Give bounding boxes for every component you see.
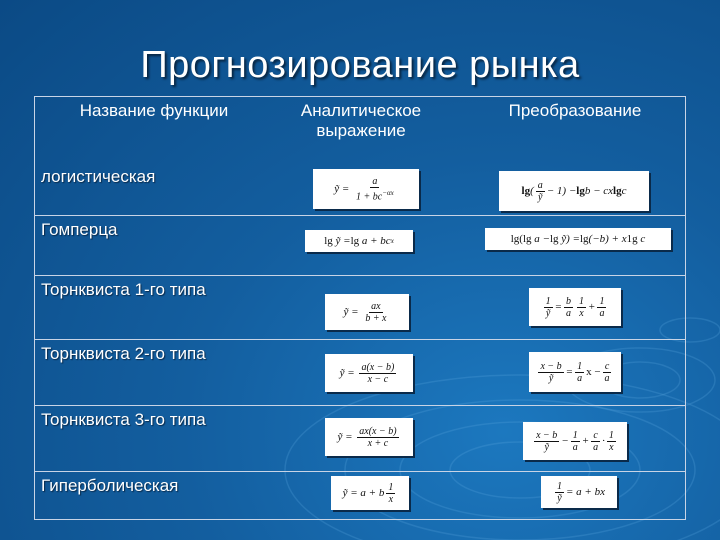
function-name: Торнквиста 3-го типа bbox=[41, 410, 206, 429]
tornqvist2-transformation-image: $\frac{x - b}{\text{ỹ}}$ = $\frac{1}{a}$ x − $\frac{c}{a}$ bbox=[529, 352, 621, 392]
function-name: Гиперболическая bbox=[41, 476, 179, 495]
function-name: логистическая bbox=[41, 167, 156, 186]
header-analytic-expression: Аналитическое выражение bbox=[300, 101, 422, 140]
tornqvist3-transformation-image: $\frac{x - b}{\text{ỹ}}$ − $\frac{1}{a}$ + $\frac{c}{a}$ · $\frac{1}{x}$ bbox=[523, 422, 627, 460]
tornqvist1-expression-image: ỹ = $\frac{ax}{b + x}$ bbox=[325, 294, 409, 330]
table-row bbox=[35, 275, 685, 340]
table-header-row bbox=[35, 97, 685, 163]
table-row bbox=[35, 471, 685, 520]
header-transformation: Преобразование bbox=[508, 101, 642, 120]
logistic-transformation-image: lg ( $\frac{a}{\text{ỹ}}$ − 1) − lg b − cx lg c bbox=[499, 171, 649, 211]
header-function-name: Название функции bbox=[79, 101, 229, 120]
gompertz-expression-image: lg ỹ = lg a + bc x bbox=[305, 230, 413, 252]
functions-table bbox=[34, 96, 686, 520]
function-name: Гомперца bbox=[41, 220, 118, 239]
logistic-expression-image: ỹ = $\frac{a}{1 + bc^{-\alpha x}}$ bbox=[313, 169, 419, 209]
gompertz-transformation-image: lg(lg a − lg ỹ) = lg (−b) + x 1g c bbox=[485, 228, 671, 250]
table-row bbox=[35, 339, 685, 406]
tornqvist3-expression-image: ỹ = $\frac{ax(x - b)}{x + c}$ bbox=[325, 418, 413, 456]
table-row bbox=[35, 405, 685, 472]
hyperbolic-expression-image: ỹ = a + b $\frac{1}{x}$ bbox=[331, 476, 409, 510]
table-row bbox=[35, 163, 685, 215]
slide-title: Прогнозирование рынка bbox=[140, 44, 580, 86]
tornqvist1-transformation-image: $\frac{1}{\text{ỹ}}$ = $\frac{b}{a}$ $\frac{1}{x}$ + $\frac{1}{a}$ bbox=[529, 288, 621, 326]
function-name: Торнквиста 1-го типа bbox=[41, 280, 206, 299]
hyperbolic-transformation-image: $\frac{1}{\text{ỹ}}$ = a + bx bbox=[541, 476, 617, 508]
table-row bbox=[35, 215, 685, 276]
tornqvist2-expression-image: ỹ = $\frac{a(x - b)}{x - c}$ bbox=[325, 354, 413, 392]
function-name: Торнквиста 2-го типа bbox=[41, 344, 206, 363]
